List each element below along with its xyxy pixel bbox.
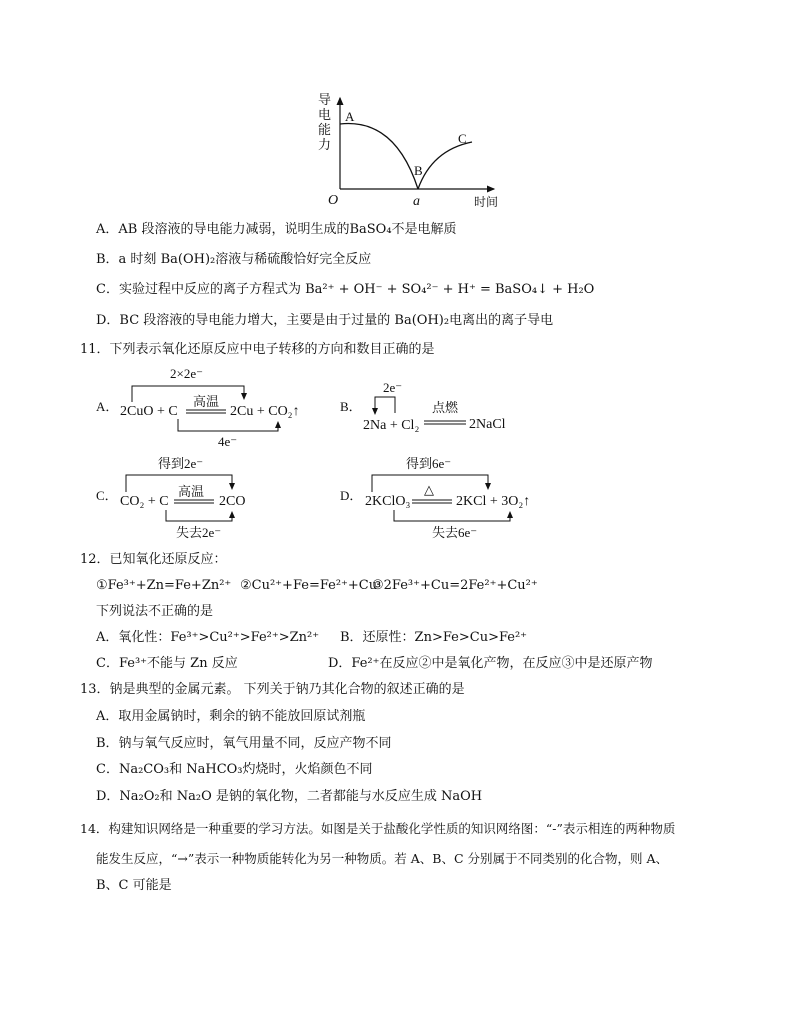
q11-b-top-arrow: [375, 397, 395, 414]
q11-d-label: D．: [340, 488, 363, 503]
q11-b-left: 2Na + Cl₂: [363, 418, 420, 433]
q11-a-right: 2Cu + CO₂↑: [230, 404, 300, 419]
q11-b-cond: 点燃: [432, 400, 459, 415]
q11-d-cond: △: [424, 482, 434, 497]
q14-line-3: B、C 可能是: [96, 878, 172, 893]
q11-b-top: 2e⁻: [383, 380, 403, 395]
q12-option-d: D．Fe²⁺在反应②中是氧化产物，在反应③中是还原产物: [328, 656, 653, 671]
q14-line-2: 能发生反应，“→”表示一种物质能转化为另一种物质。若 A、B、C 分别属于不同类别的化合物，则 A、: [96, 851, 668, 866]
point-a-label: A: [345, 109, 355, 124]
q12-option-c: C．Fe³⁺不能与 Zn 反应: [96, 656, 238, 671]
q11-stem: 11．下列表示氧化还原反应中电子转移的方向和数目正确的是: [80, 342, 435, 357]
q11-d-left: 2KClO₃: [365, 494, 411, 509]
q11-a-top-arrow: [132, 386, 244, 402]
y-label-2: 电: [318, 107, 332, 122]
q13-option-d: D．Na₂O₂和 Na₂O 是钠的氧化物，二者都能与水反应生成 NaOH: [96, 789, 483, 804]
q12-stem: 12．已知氧化还原反应：: [80, 552, 227, 567]
y-label-4: 力: [318, 137, 332, 152]
q10-option-c: C．实验过程中反应的离子方程式为 Ba²⁺ + OH⁻ + SO₄²⁻ + H⁺ = BaSO₄↓ + H₂O: [96, 282, 595, 297]
y-label-3: 能: [318, 122, 332, 137]
q11-a-left: 2CuO + C: [120, 404, 178, 419]
q12-option-b: B．还原性：Zn>Fe>Cu>Fe²⁺: [340, 630, 528, 645]
q11-a-cond: 高温: [193, 394, 220, 409]
q11-b-label: B．: [340, 399, 362, 414]
point-c-label: C: [458, 131, 467, 146]
q11-c-bottom: 失去2e⁻: [176, 525, 222, 540]
q11-c-bottom-arrow: [166, 510, 232, 521]
q11-d-bottom-arrow: [394, 510, 510, 521]
q11-d-top: 得到6e⁻: [406, 456, 452, 471]
q10-option-a: A．AB 段溶液的导电能力减弱，说明生成的BaSO₄不是电解质: [96, 222, 457, 237]
q11-c-cond: 高温: [178, 484, 205, 499]
q11-b-right: 2NaCl: [469, 417, 506, 432]
q11-a-label: A．: [96, 399, 119, 414]
q11-c-top: 得到2e⁻: [158, 456, 204, 471]
q13-option-b: B．钠与氧气反应时，氧气用量不同，反应产物不同: [96, 736, 392, 751]
q13-option-c: C．Na₂CO₃和 NaHCO₃灼烧时，火焰颜色不同: [96, 762, 373, 777]
x-axis-label: 时间: [474, 195, 499, 209]
q11-c-left: CO₂ + C: [120, 494, 169, 509]
q11-c-right: 2CO: [219, 494, 246, 509]
x-mark-label: a: [413, 194, 420, 209]
q12-reaction-1: ①Fe³⁺+Zn=Fe+Zn²⁺: [96, 578, 232, 593]
q11-a-bottom: 4e⁻: [218, 434, 238, 449]
q12-option-a: A．氧化性：Fe³⁺>Cu²⁺>Fe²⁺>Zn²⁺: [96, 630, 320, 645]
q12-reaction-3: ③2Fe³⁺+Cu=2Fe²⁺+Cu²⁺: [372, 578, 538, 593]
q11-c-label: C．: [96, 488, 118, 503]
point-b-label: B: [414, 163, 423, 178]
q12-reaction-2: ②Cu²⁺+Fe=Fe²⁺+Cu: [240, 578, 378, 593]
q10-option-d: D．BC 段溶液的导电能力增大，主要是由于过量的 Ba(OH)₂电离出的离子导电: [96, 313, 554, 328]
origin-label: O: [328, 193, 339, 208]
q10-option-b: B．a 时刻 Ba(OH)₂溶液与稀硫酸恰好完全反应: [96, 252, 372, 267]
q11-d-bottom: 失去6e⁻: [432, 525, 478, 540]
q13-stem: 13．钠是典型的金属元素。 下列关于钠乃其化合物的叙述正确的是: [80, 682, 465, 697]
q12-sub: 下列说法不正确的是: [96, 604, 214, 619]
q14-line-1: 14．构建知识网络是一种重要的学习方法。如图是关于盐酸化学性质的知识网络图：“-”表示相连的两种物质: [80, 821, 676, 836]
q11-a-bottom-arrow: [178, 419, 278, 431]
q13-option-a: A．取用金属钠时，剩余的钠不能放回原试剂瓶: [96, 709, 366, 724]
q11-d-right: 2KCl + 3O₂↑: [456, 494, 531, 509]
y-label-1: 导: [318, 92, 332, 107]
q11-a-top: 2×2e⁻: [170, 366, 203, 381]
